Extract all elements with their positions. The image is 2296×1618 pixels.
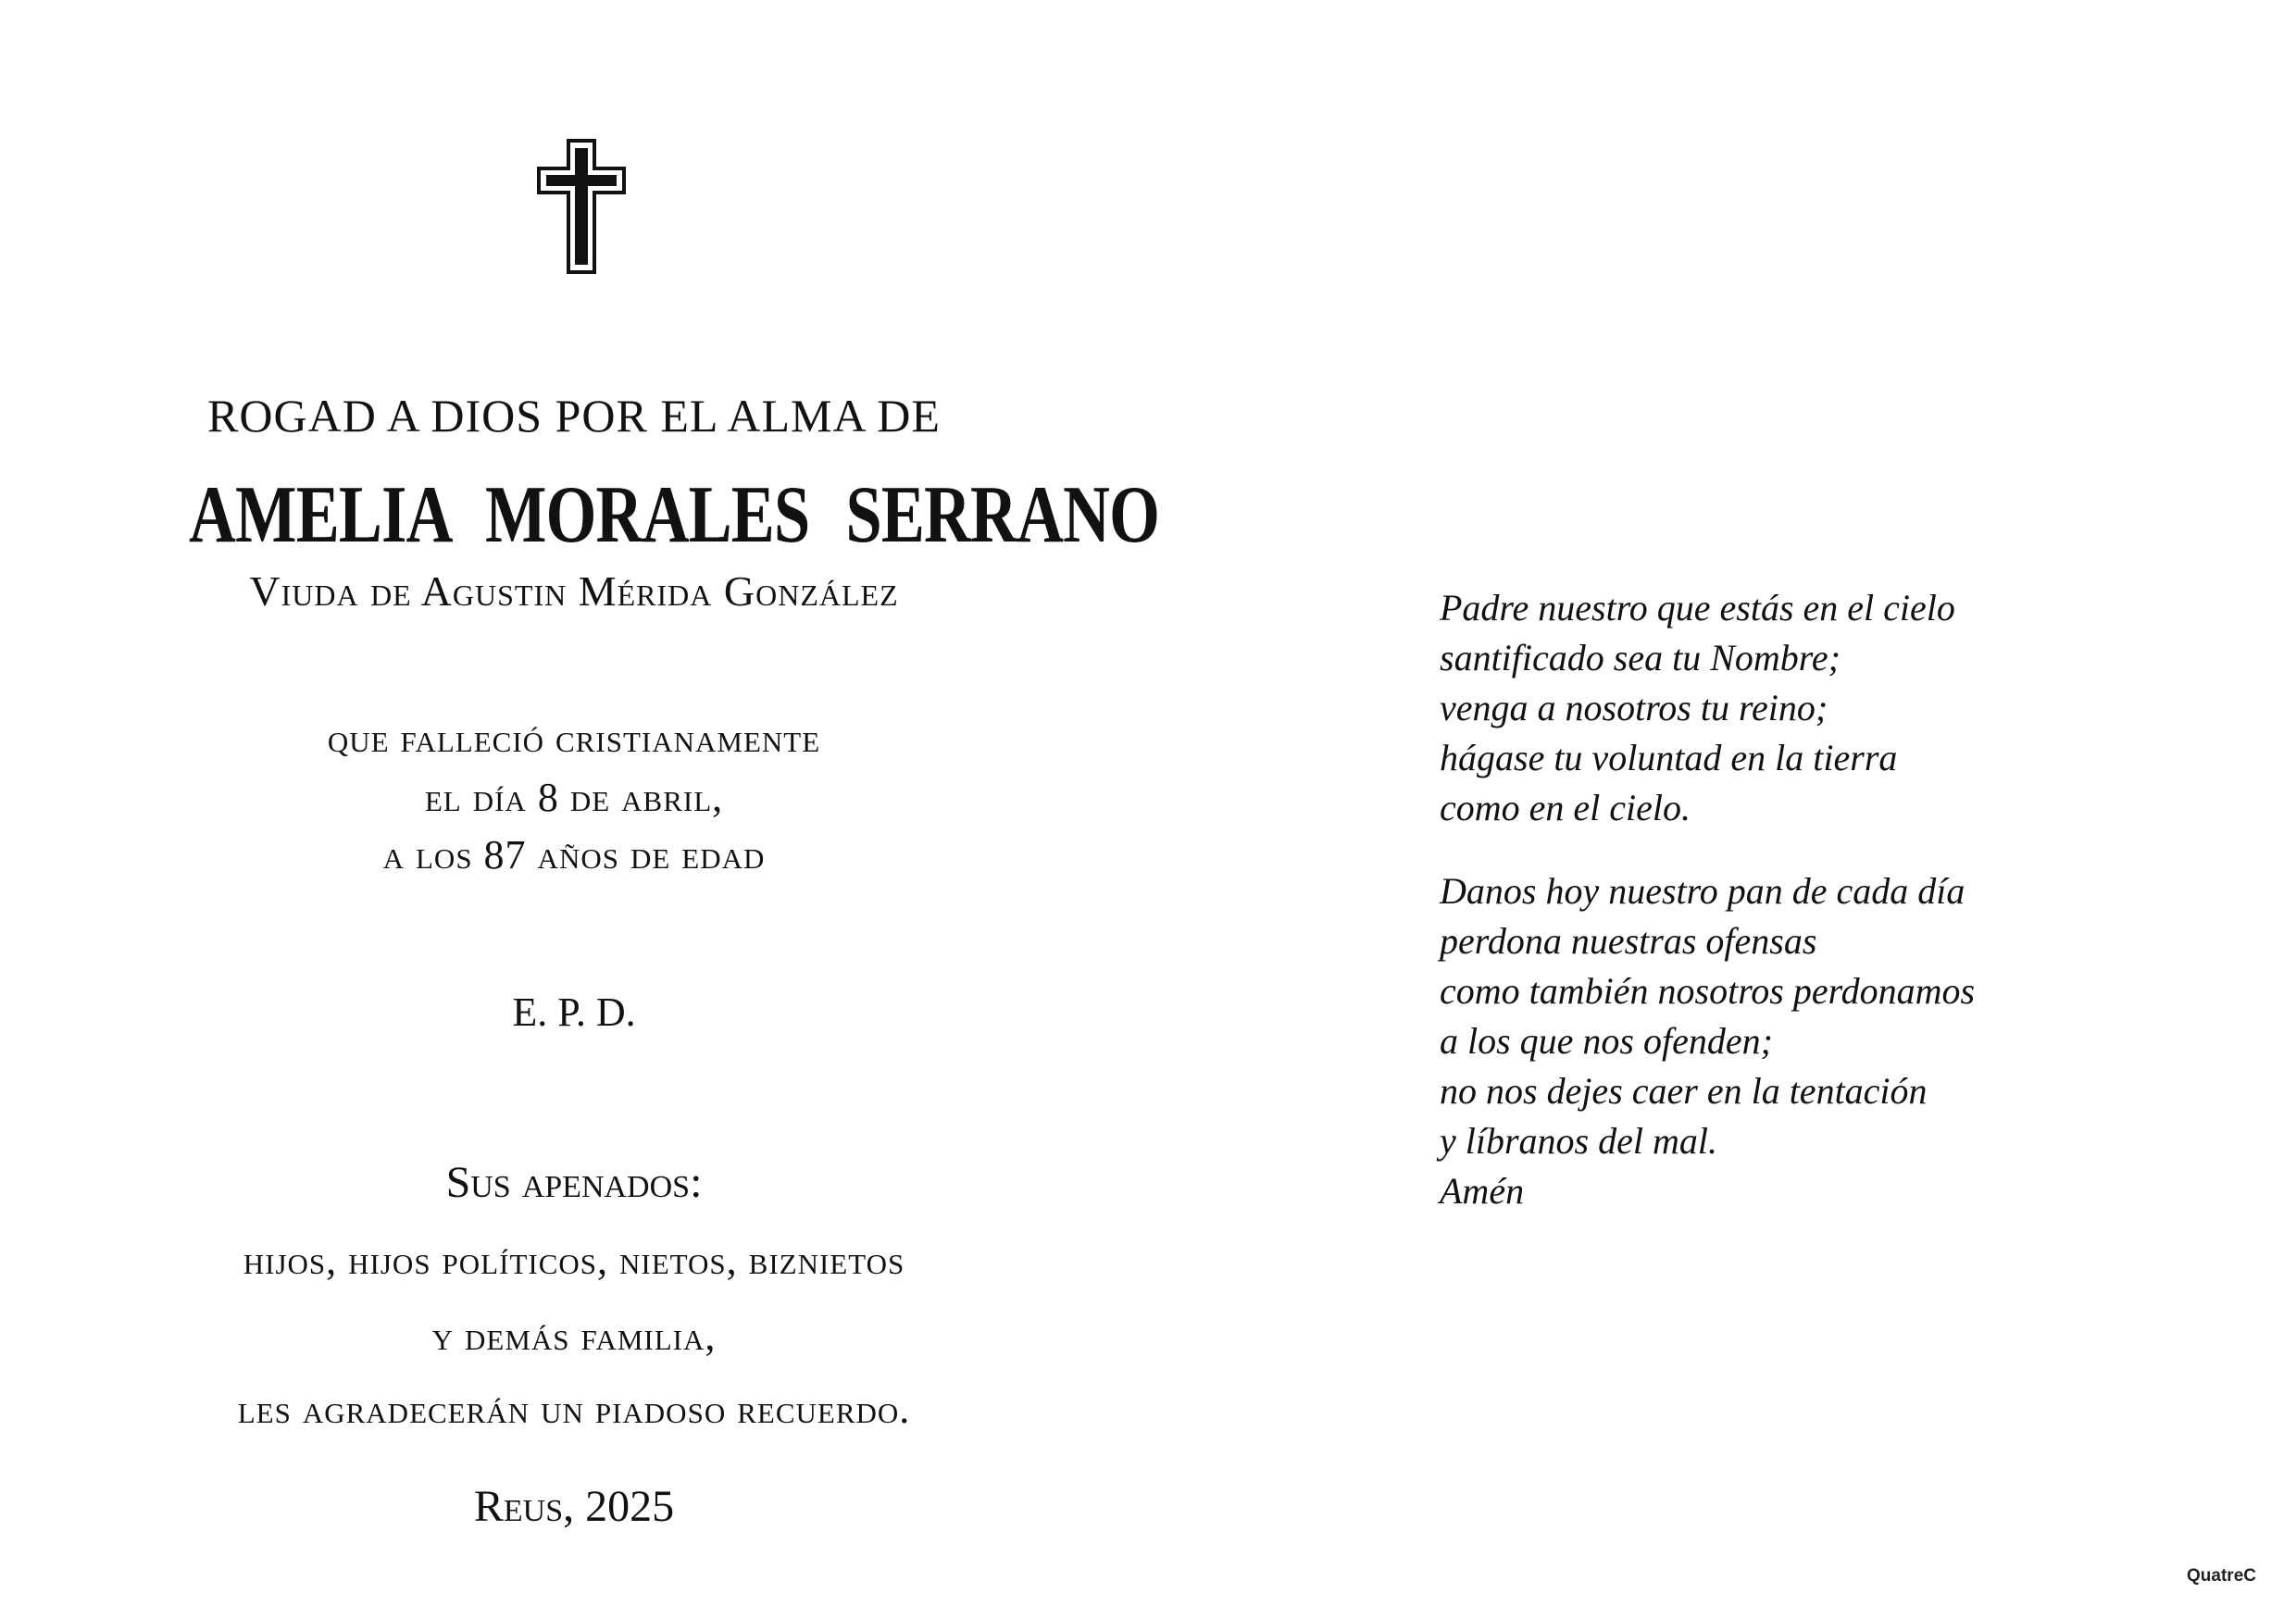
family-line-1: hijos, hijos políticos, nietos, biznietos bbox=[243, 1238, 905, 1283]
deceased-name: AMELIA MORALES SERRANO bbox=[189, 470, 1160, 560]
our-father-prayer bbox=[1440, 583, 2254, 1250]
prayer-line: y líbranos del mal. bbox=[1440, 1120, 1717, 1162]
mourners-title: Sus apenados: bbox=[445, 1158, 703, 1207]
prayer-line: Amén bbox=[1440, 1170, 1525, 1212]
prayer-line: hágase tu voluntad en la tierra bbox=[1440, 737, 1898, 778]
death-line-1: que falleció cristianamente bbox=[327, 716, 821, 761]
prayer-request-heading: ROGAD A DIOS POR EL ALMA DE bbox=[207, 390, 941, 442]
prayer-line: Danos hoy nuestro pan de cada día bbox=[1440, 870, 1965, 912]
prayer-line: a los que nos ofenden; bbox=[1440, 1020, 1773, 1062]
prayer-line: perdona nuestras ofensas bbox=[1440, 920, 1817, 962]
prayer-line: como en el cielo. bbox=[1440, 787, 1691, 828]
family-line-2: y demás familia, bbox=[431, 1313, 717, 1359]
prayer-line: venga a nosotros tu reino; bbox=[1440, 687, 1828, 728]
memorial-card-left bbox=[93, 0, 1160, 1618]
latin-cross-icon bbox=[535, 139, 628, 274]
prayer-line: santificado sea tu Nombre; bbox=[1440, 637, 1841, 678]
prayer-stanza-1 bbox=[1440, 583, 2254, 833]
age-line: a los 87 años de edad bbox=[382, 832, 766, 877]
printer-signature: QuatreC bbox=[2187, 1566, 2256, 1586]
prayer-line: Padre nuestro que estás en el cielo bbox=[1440, 587, 1955, 629]
widow-of-line: Viuda de Agustin Mérida González bbox=[249, 567, 899, 615]
prayer-line: como también nosotros perdonamos bbox=[1440, 970, 1976, 1012]
epd-text: E. P. D. bbox=[512, 989, 636, 1035]
family-line-3: les agradecerán un piadoso recuerdo. bbox=[237, 1387, 911, 1432]
place-year: Reus, 2025 bbox=[473, 1482, 675, 1531]
prayer-line: no nos dejes caer en la tentación bbox=[1440, 1070, 1928, 1112]
prayer-stanza-2 bbox=[1440, 866, 2254, 1216]
death-date-line: el día 8 de abril, bbox=[424, 775, 724, 820]
